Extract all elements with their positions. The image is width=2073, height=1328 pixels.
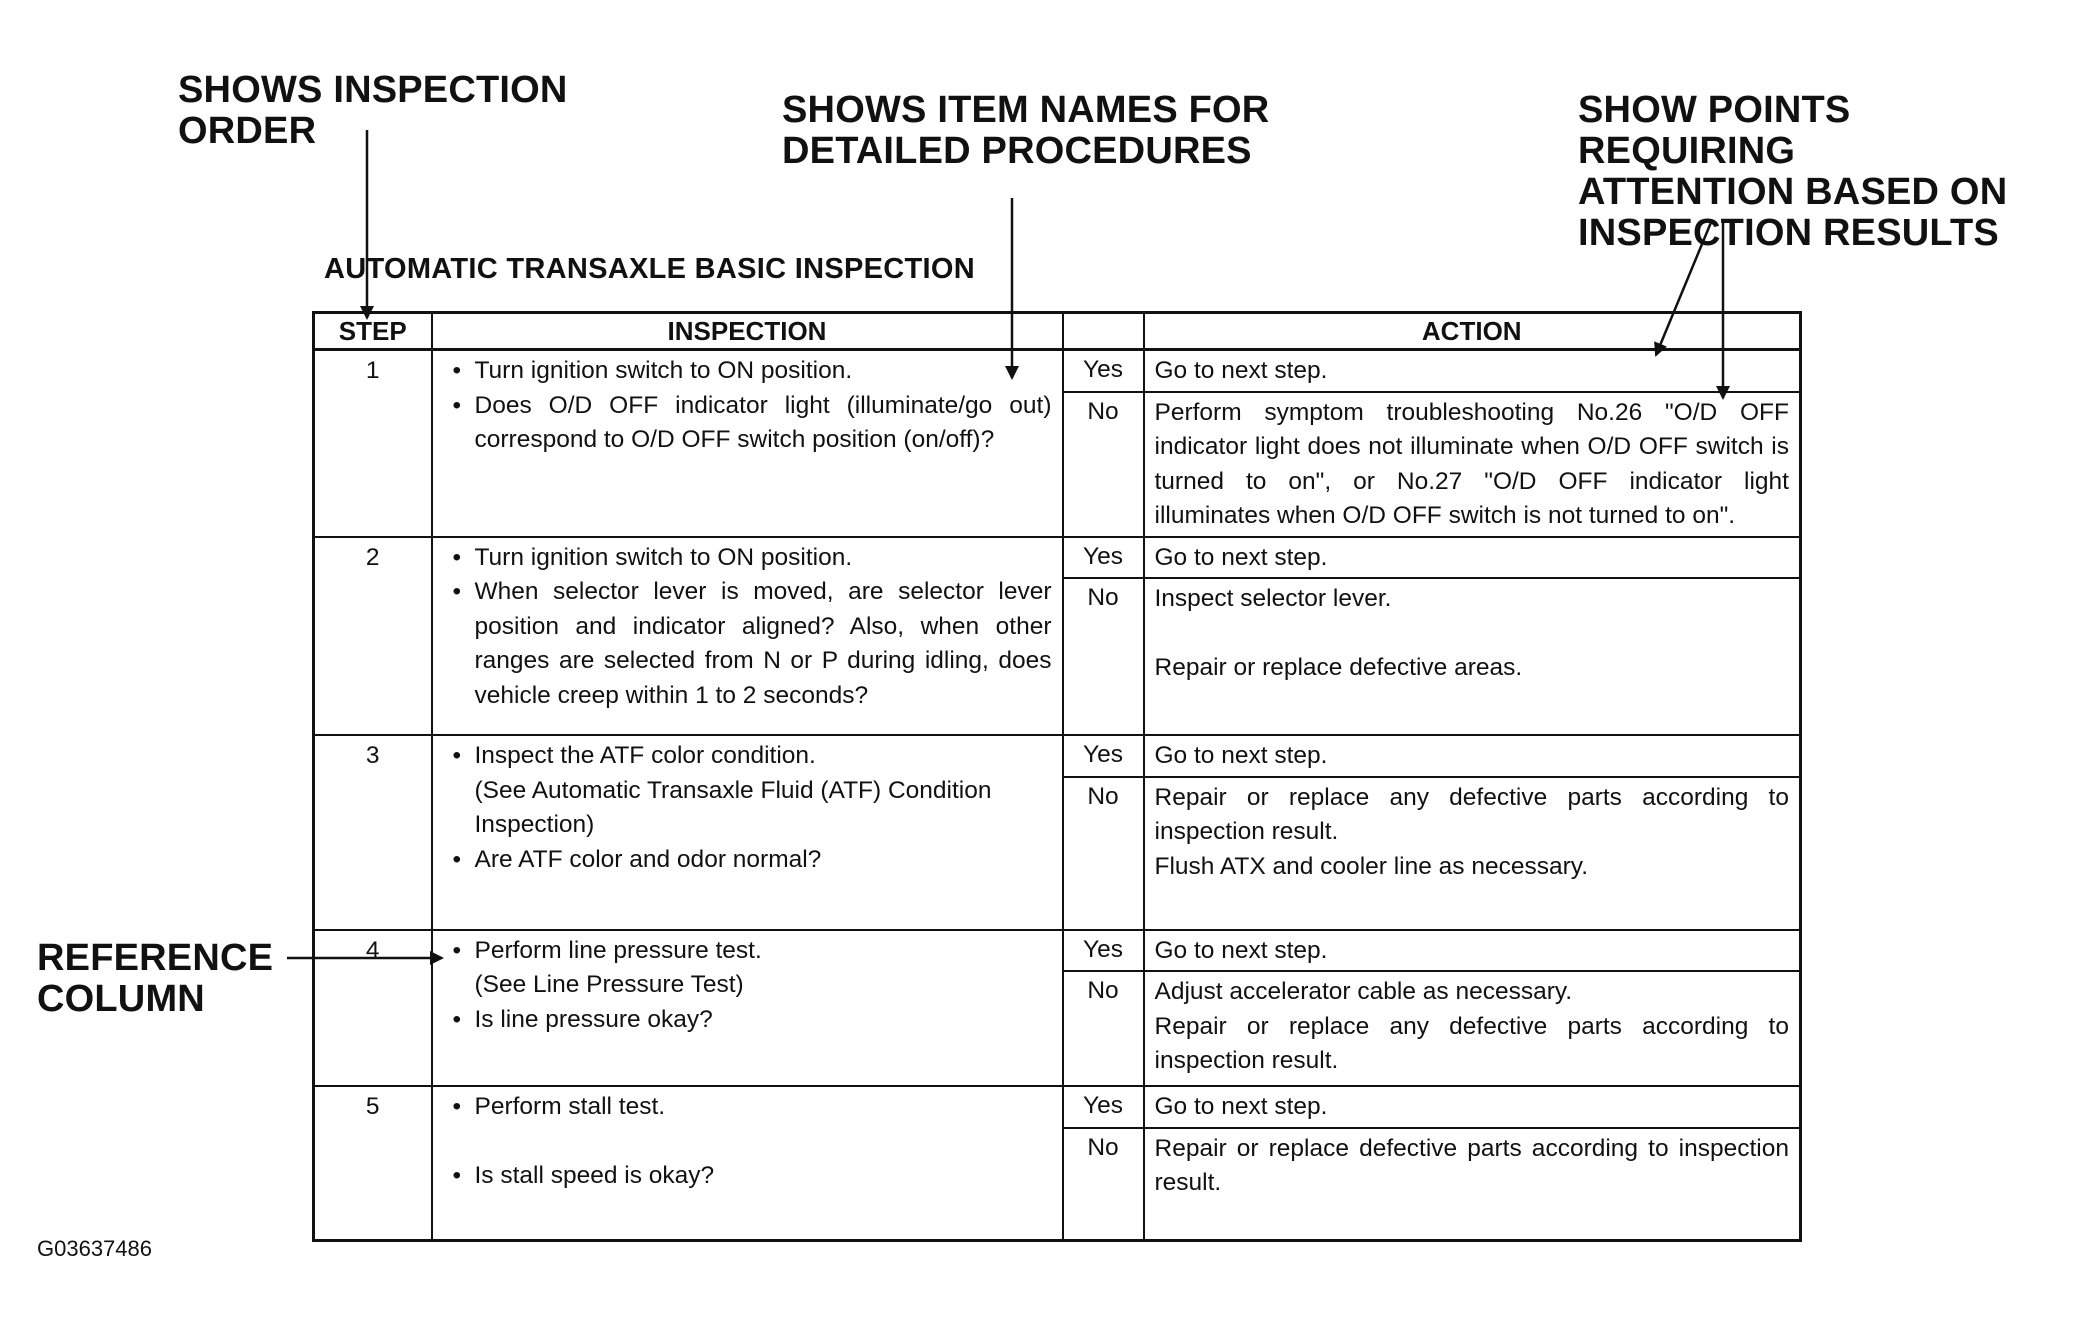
yes-label: Yes — [1063, 1086, 1144, 1128]
step-number: 3 — [314, 735, 432, 930]
callout-inspection-order: SHOWS INSPECTION ORDER — [178, 69, 568, 152]
header-action: ACTION — [1144, 313, 1801, 350]
inspection-item: • Perform line pressure test. — [443, 934, 1052, 969]
no-action-text: Flush ATX and cooler line as necessary. — [1154, 852, 1588, 880]
step-number: 2 — [314, 537, 432, 736]
no-action-text: Repair or replace defective areas. — [1154, 653, 1523, 681]
callout-item-names: SHOWS ITEM NAMES FOR DETAILED PROCEDURES — [782, 89, 1270, 172]
inspection-item: • Is stall speed is okay? — [443, 1159, 1052, 1194]
yes-label: Yes — [1063, 930, 1144, 972]
inspection-item: • Are ATF color and odor normal? — [443, 843, 1052, 878]
table-title: AUTOMATIC TRANSAXLE BASIC INSPECTION — [324, 253, 975, 285]
callout-reference-column: REFERENCE COLUMN — [37, 937, 274, 1020]
header-inspection: INSPECTION — [432, 313, 1063, 350]
yes-label: Yes — [1063, 350, 1144, 392]
reference-text: (See Line Pressure Test) — [474, 971, 744, 998]
yes-label: Yes — [1063, 735, 1144, 777]
inspection-item: • Perform stall test. — [443, 1090, 1052, 1125]
step-number: 1 — [314, 350, 432, 537]
no-action-text: Perform symptom troubleshooting No.26 "O/D OFF indicator light does not illuminate when O/D OFF switch is turned to on", or No.27 "O/D OFF indicator light illuminates when O/D OFF switch is not turned to on". — [1154, 398, 1789, 529]
inspection-item: • Turn ignition switch to ON position. — [443, 354, 1052, 389]
no-action-text: Inspect selector lever. — [1154, 585, 1392, 612]
no-action-text: Repair or replace defective parts according to inspection result. — [1154, 1134, 1789, 1196]
no-label: No — [1063, 777, 1144, 930]
yes-action: Go to next step. — [1144, 930, 1801, 972]
inspection-item: • Inspect the ATF color condition. — [443, 739, 1052, 774]
arrow-attention-yes — [1656, 220, 1712, 355]
inspection-item: • Turn ignition switch to ON position. — [443, 541, 1052, 576]
inspection-item: • When selector lever is moved, are selector lever position and indicator aligned? Also, when other ranges are selected from N or P during idling, does vehicle creep within 1 to 2 seconds? — [443, 575, 1052, 713]
yes-label: Yes — [1063, 537, 1144, 579]
no-action-text: Adjust accelerator cable as necessary. — [1154, 978, 1573, 1005]
figure-id: G03637486 — [37, 1236, 152, 1261]
callout-attention-points: SHOW POINTS REQUIRING ATTENTION BASED ON INSPECTION RESULTS — [1578, 89, 2008, 254]
no-label: No — [1063, 971, 1144, 1086]
yes-action: Go to next step. — [1144, 350, 1801, 392]
no-label: No — [1063, 578, 1144, 735]
no-action-text: Repair or replace any defective parts according to inspection result. — [1154, 1012, 1789, 1074]
step-number: 4 — [314, 930, 432, 1087]
yes-action: Go to next step. — [1144, 537, 1801, 579]
step-number: 5 — [314, 1086, 432, 1241]
no-label: No — [1063, 392, 1144, 537]
no-label: No — [1063, 1128, 1144, 1241]
header-step: STEP — [314, 313, 432, 350]
inspection-item: • Is line pressure okay? — [443, 1003, 1052, 1038]
reference-text: (See Automatic Transaxle Fluid (ATF) Condition Inspection) — [474, 776, 992, 838]
yes-action: Go to next step. — [1144, 1086, 1801, 1128]
no-action-text: Repair or replace any defective parts according to inspection result. — [1154, 783, 1789, 845]
inspection-item: • Does O/D OFF indicator light (illuminate/go out) correspond to O/D OFF switch position (on/off)? — [443, 389, 1052, 458]
yes-action: Go to next step. — [1144, 735, 1801, 777]
